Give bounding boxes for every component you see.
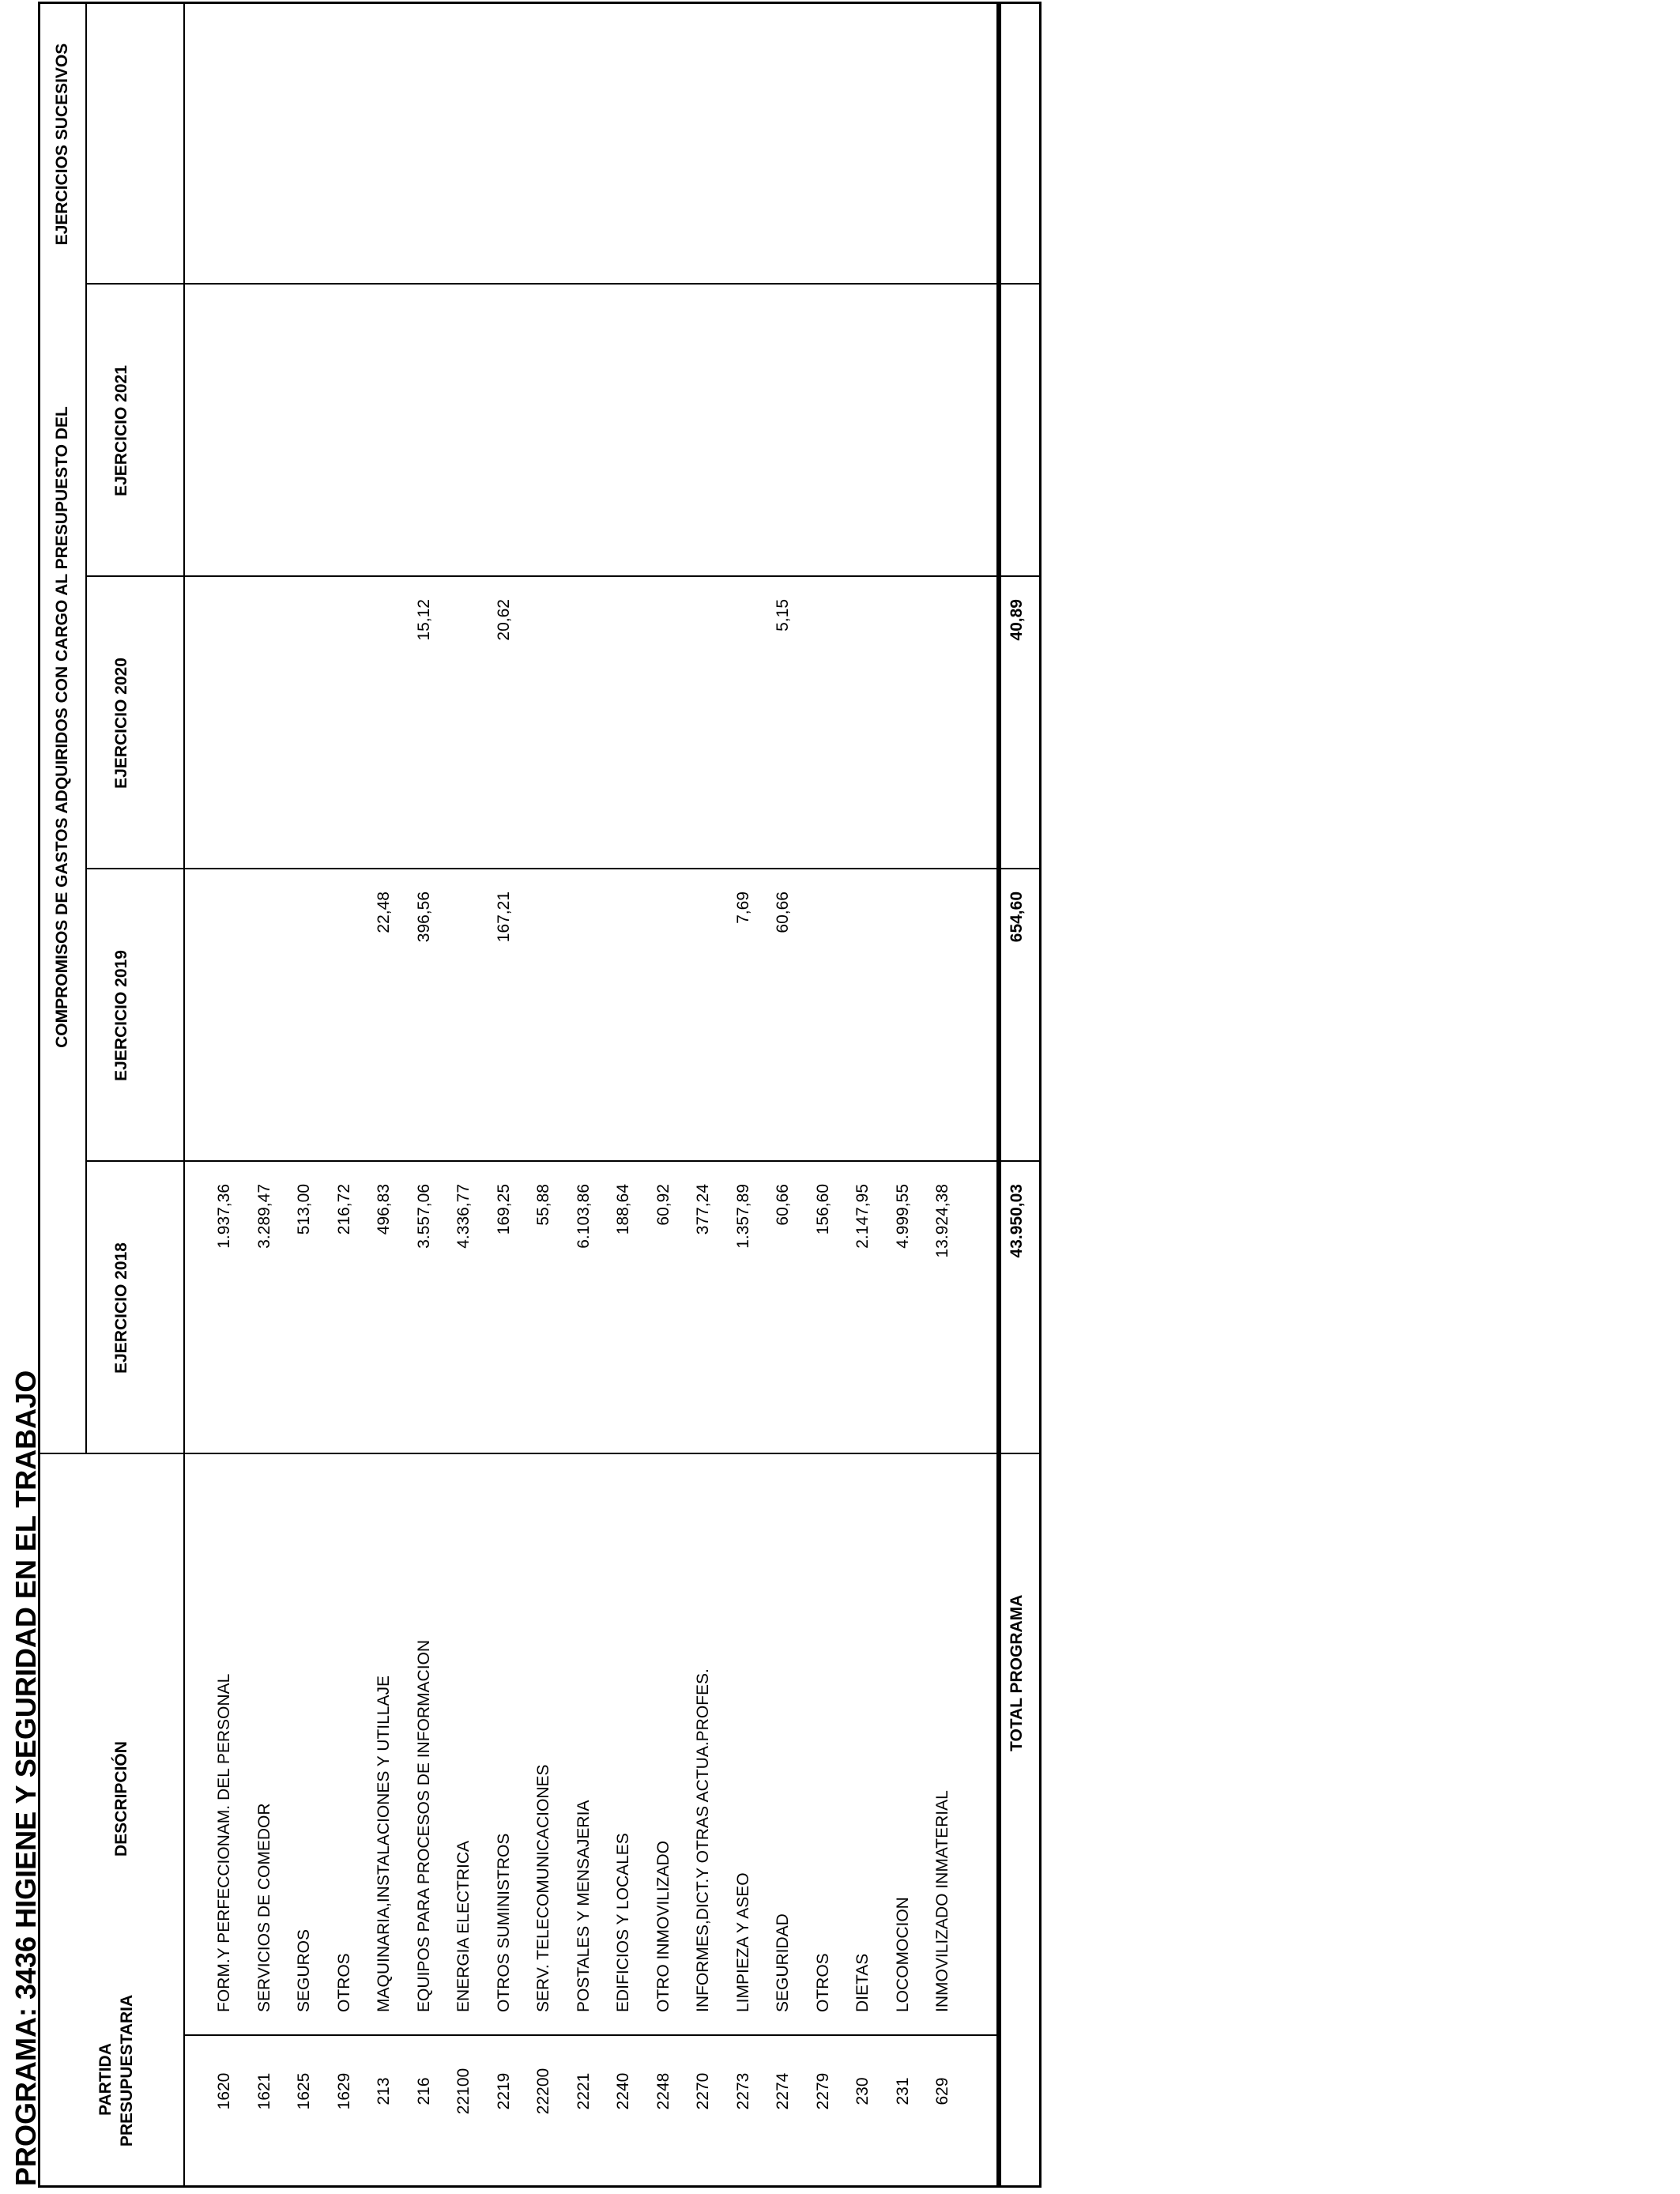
col-divider <box>999 1160 1039 1162</box>
row-descripcion: SEGURIDAD <box>774 1913 792 2012</box>
row-ej2020: 15,12 <box>414 599 433 641</box>
row-ej2019: 22,48 <box>375 892 393 933</box>
row-descripcion: POSTALES Y MENSAJERIA <box>574 1800 593 2012</box>
row-partida: 2221 <box>574 2072 593 2110</box>
row-ej2018: 6.103,86 <box>574 1184 593 1249</box>
row-descripcion: ENERGIA ELECTRICA <box>454 1840 473 2012</box>
row-ej2018: 60,92 <box>654 1184 672 1226</box>
col-divider <box>85 283 999 285</box>
col-divider <box>85 868 999 869</box>
row-ej2019: 60,66 <box>774 892 792 933</box>
row-ej2018: 55,88 <box>534 1184 552 1226</box>
row-partida: 230 <box>853 2077 872 2105</box>
row-descripcion: EQUIPOS PARA PROCESOS DE INFORMACION <box>414 1639 433 2012</box>
total-ej2018: 43.950,03 <box>1008 1184 1026 1258</box>
row-ej2018: 156,60 <box>813 1184 832 1235</box>
header-partida: PARTIDA PRESUPUESTARIA <box>96 1994 137 2147</box>
row-partida: 1621 <box>254 2072 273 2110</box>
row-ej2018: 513,00 <box>295 1184 313 1235</box>
row-ej2018: 3.557,06 <box>414 1184 433 1249</box>
row-ej2018: 13.924,38 <box>933 1184 951 1258</box>
row-ej2018: 1.357,89 <box>733 1184 752 1249</box>
row-partida: 2273 <box>733 2072 752 2110</box>
row-ej2018: 4.336,77 <box>454 1184 473 1249</box>
header-compromisos: COMPROMISOS DE GASTOS ADQUIRIDOS CON CARGO AL PRESUPUESTO DEL <box>53 406 71 1048</box>
row-partida: 629 <box>933 2077 951 2105</box>
header-ej2019: EJERCICIO 2019 <box>112 950 130 1081</box>
total-table <box>999 2 1042 2188</box>
row-ej2019: 396,56 <box>414 892 433 943</box>
col-divider <box>999 1453 1039 1454</box>
total-ej2020: 40,89 <box>1008 599 1026 641</box>
total-label: TOTAL PROGRAMA <box>1008 1594 1026 1751</box>
header-ej2018: EJERCICIO 2018 <box>112 1242 130 1374</box>
header-ej2020: EJERCICIO 2020 <box>112 658 130 789</box>
row-descripcion: INMOVILIZADO INMATERIAL <box>933 1790 951 2012</box>
row-partida: 2240 <box>614 2072 632 2110</box>
row-partida: 1625 <box>295 2072 313 2110</box>
row-ej2018: 169,25 <box>494 1184 513 1235</box>
row-ej2018: 188,64 <box>614 1184 632 1235</box>
header-bottom-line <box>183 4 185 2188</box>
row-partida: 231 <box>893 2077 912 2105</box>
main-table <box>38 2 999 2188</box>
row-ej2019: 7,69 <box>733 892 752 924</box>
row-descripcion: EDIFICIOS Y LOCALES <box>614 1833 632 2012</box>
row-ej2018: 216,72 <box>334 1184 353 1235</box>
col-divider <box>999 868 1039 869</box>
row-descripcion: OTROS <box>334 1953 353 2012</box>
row-partida: 2279 <box>813 2072 832 2110</box>
row-ej2020: 5,15 <box>774 599 792 631</box>
row-ej2018: 496,83 <box>375 1184 393 1235</box>
row-ej2018: 3.289,47 <box>254 1184 273 1249</box>
row-partida: 1629 <box>334 2072 353 2110</box>
row-partida: 2219 <box>494 2072 513 2110</box>
row-ej2020: 20,62 <box>494 599 513 641</box>
row-descripcion: OTRO INMOVILIZADO <box>654 1840 672 2012</box>
col-divider <box>85 575 999 577</box>
row-descripcion: OTROS <box>813 1953 832 2012</box>
col-divider <box>999 283 1039 285</box>
total-ej2019: 654,60 <box>1008 892 1026 943</box>
row-partida: 2248 <box>654 2072 672 2110</box>
row-descripcion: LIMPIEZA Y ASEO <box>733 1872 752 2012</box>
col-divider <box>85 1160 999 1162</box>
row-ej2019: 167,21 <box>494 892 513 943</box>
row-descripcion: INFORMES,DICT.Y OTRAS ACTUA.PROFES. <box>694 1668 712 2012</box>
row-descripcion: SERV. TELECOMUNICACIONES <box>534 1764 552 2012</box>
row-ej2018: 1.937,36 <box>215 1184 233 1249</box>
row-partida: 22200 <box>534 2068 552 2115</box>
row-descripcion: FORM.Y PERFECCIONAM. DEL PERSONAL <box>215 1673 233 2012</box>
row-partida: 2270 <box>694 2072 712 2110</box>
row-partida: 1620 <box>215 2072 233 2110</box>
col-divider <box>38 1453 999 1454</box>
row-ej2018: 377,24 <box>694 1184 712 1235</box>
row-descripcion: LOCOMOCION <box>893 1897 912 2012</box>
row-partida: 22100 <box>454 2068 473 2115</box>
page-title: PROGRAMA: 3436 HIGIENE Y SEGURIDAD EN EL TRABAJO <box>9 1370 42 2186</box>
col-divider <box>999 575 1039 577</box>
row-descripcion: OTROS SUMINISTROS <box>494 1833 513 2012</box>
header-descripcion: DESCRIPCIÓN <box>112 1741 130 1857</box>
row-descripcion: MAQUINARIA,INSTALACIONES Y UTILLAJE <box>375 1676 393 2012</box>
header-divider <box>85 4 87 1454</box>
row-descripcion: SERVICIOS DE COMEDOR <box>254 1803 273 2012</box>
header-sucesivos: EJERCICIOS SUCESIVOS <box>53 43 71 246</box>
row-ej2018: 2.147,95 <box>853 1184 872 1249</box>
row-descripcion: SEGUROS <box>295 1928 313 2012</box>
row-partida: 213 <box>375 2077 393 2105</box>
row-partida: 216 <box>414 2077 433 2105</box>
row-ej2018: 4.999,55 <box>893 1184 912 1249</box>
row-partida: 2274 <box>774 2072 792 2110</box>
row-descripcion: DIETAS <box>853 1953 872 2012</box>
row-ej2018: 60,66 <box>774 1184 792 1226</box>
header-ej2021: EJERCICIO 2021 <box>112 365 130 496</box>
